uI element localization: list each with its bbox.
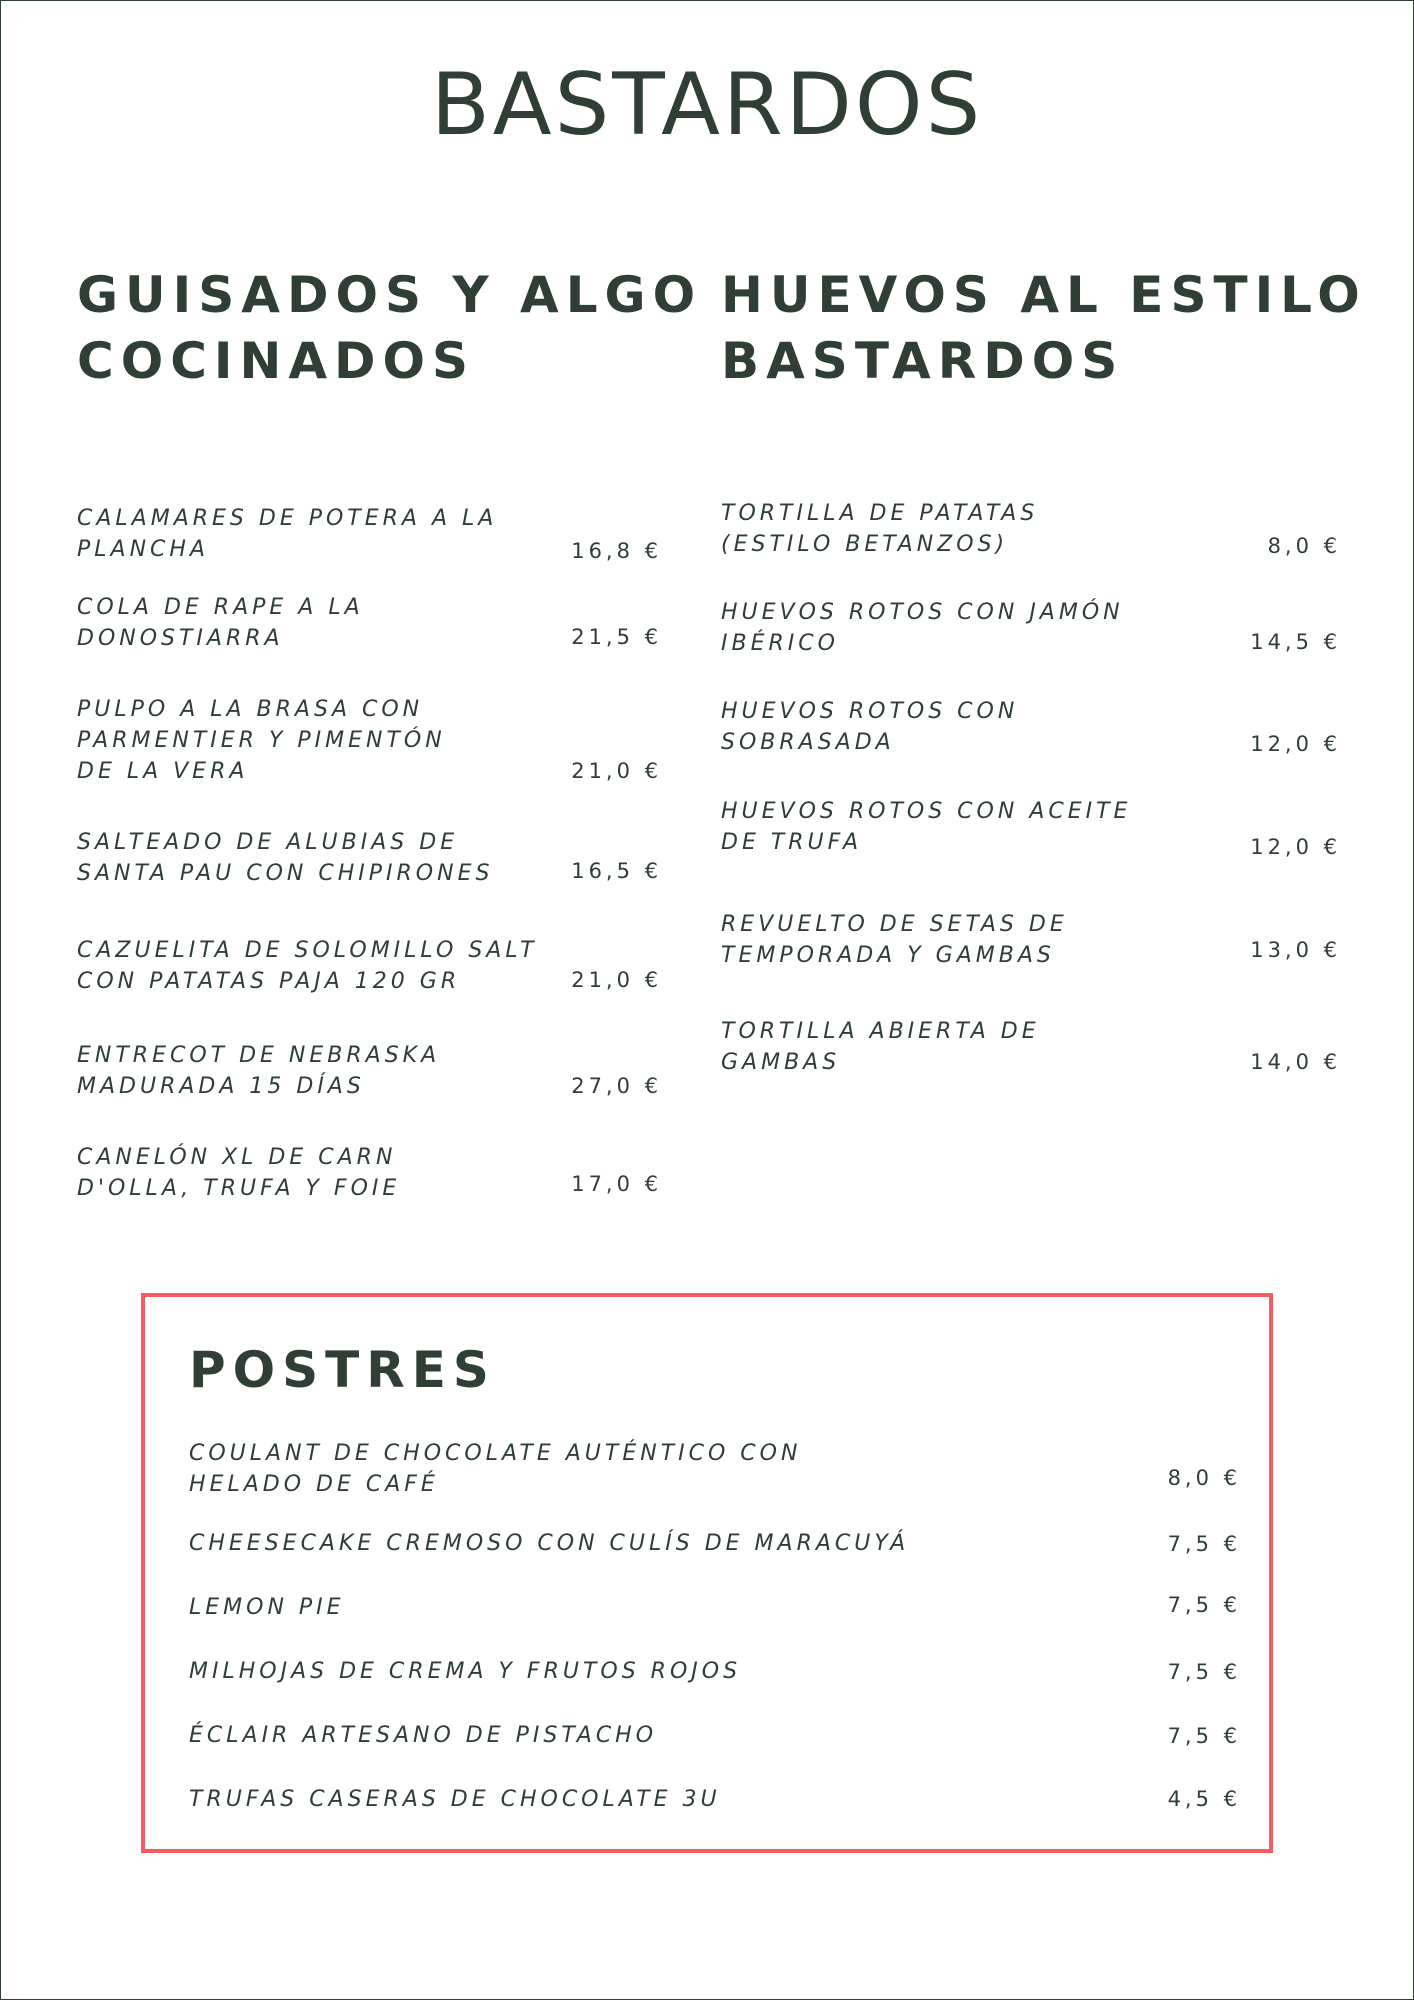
menu-item-price: 7,5 € xyxy=(1167,1724,1241,1748)
menu-item-price: 21,5 € xyxy=(571,625,662,649)
menu-item-price: 21,0 € xyxy=(571,968,662,992)
menu-item-name: TRUFAS CASERAS DE CHOCOLATE 3U xyxy=(189,1787,721,1812)
menu-item-price: 13,0 € xyxy=(1250,938,1341,962)
menu-item-name: CALAMARES DE POTERA A LA PLANCHA xyxy=(77,506,498,562)
menu-item-price: 12,0 € xyxy=(1250,835,1341,859)
section-title-guisados: GUISADOS Y ALGO COCINADOS xyxy=(77,266,703,390)
section-postres xyxy=(141,1293,1273,1853)
menu-item-price: 14,0 € xyxy=(1250,1050,1341,1074)
menu-item-price: 27,0 € xyxy=(571,1074,662,1098)
menu-item-price: 8,0 € xyxy=(1167,1466,1241,1490)
menu-item-name: COULANT DE CHOCOLATE AUTÉNTICO CON HELADO DE CAFÉ xyxy=(189,1441,802,1497)
menu-item-price: 16,8 € xyxy=(571,539,662,563)
menu-item-name: LEMON PIE xyxy=(189,1595,345,1620)
menu-item-name: TORTILLA DE PATATAS (ESTILO BETANZOS) xyxy=(721,501,1039,557)
menu-item-price: 8,0 € xyxy=(1267,534,1341,558)
menu-item-name: MILHOJAS DE CREMA Y FRUTOS ROJOS xyxy=(189,1659,742,1684)
menu-item-name: CANELÓN XL DE CARN D'OLLA, TRUFA Y FOIE xyxy=(77,1145,401,1201)
menu-item-price: 14,5 € xyxy=(1250,630,1341,654)
menu-item-name: PULPO A LA BRASA CON PARMENTIER Y PIMENTÓN DE LA VERA xyxy=(77,697,446,784)
menu-item-name: ÉCLAIR ARTESANO DE PISTACHO xyxy=(189,1723,658,1748)
menu-item-name: HUEVOS ROTOS CON ACEITE DE TRUFA xyxy=(721,799,1132,855)
section-title-postres: POSTRES xyxy=(189,1341,496,1399)
menu-item-price: 16,5 € xyxy=(571,859,662,883)
menu-item-name: SALTEADO DE ALUBIAS DE SANTA PAU CON CHIPIRONES xyxy=(77,830,494,886)
menu-item-price: 4,5 € xyxy=(1167,1787,1241,1811)
menu-item-name: CHEESECAKE CREMOSO CON CULÍS DE MARACUYÁ xyxy=(189,1531,910,1556)
menu-item-name: HUEVOS ROTOS CON SOBRASADA xyxy=(721,699,1019,755)
menu-item-price: 7,5 € xyxy=(1167,1660,1241,1684)
menu-item-name: COLA DE RAPE A LA DONOSTIARRA xyxy=(77,595,364,651)
menu-item-price: 17,0 € xyxy=(571,1172,662,1196)
menu-item-name: CAZUELITA DE SOLOMILLO SALT CON PATATAS PAJA 120 GR xyxy=(77,938,538,994)
menu-item-price: 7,5 € xyxy=(1167,1532,1241,1556)
menu-item-price: 21,0 € xyxy=(571,759,662,783)
section-title-huevos: HUEVOS AL ESTILO BASTARDOS xyxy=(721,266,1367,390)
menu-item-name: REVUELTO DE SETAS DE TEMPORADA Y GAMBAS xyxy=(721,912,1068,968)
restaurant-logo: BASTARDOS xyxy=(430,55,984,155)
menu-item-name: HUEVOS ROTOS CON JAMÓN IBÉRICO xyxy=(721,600,1124,656)
menu-item-name: TORTILLA ABIERTA DE GAMBAS xyxy=(721,1019,1040,1075)
menu-item-price: 12,0 € xyxy=(1250,732,1341,756)
menu-item-name: ENTRECOT DE NEBRASKA MADURADA 15 DÍAS xyxy=(77,1043,441,1099)
menu-item-price: 7,5 € xyxy=(1167,1593,1241,1617)
